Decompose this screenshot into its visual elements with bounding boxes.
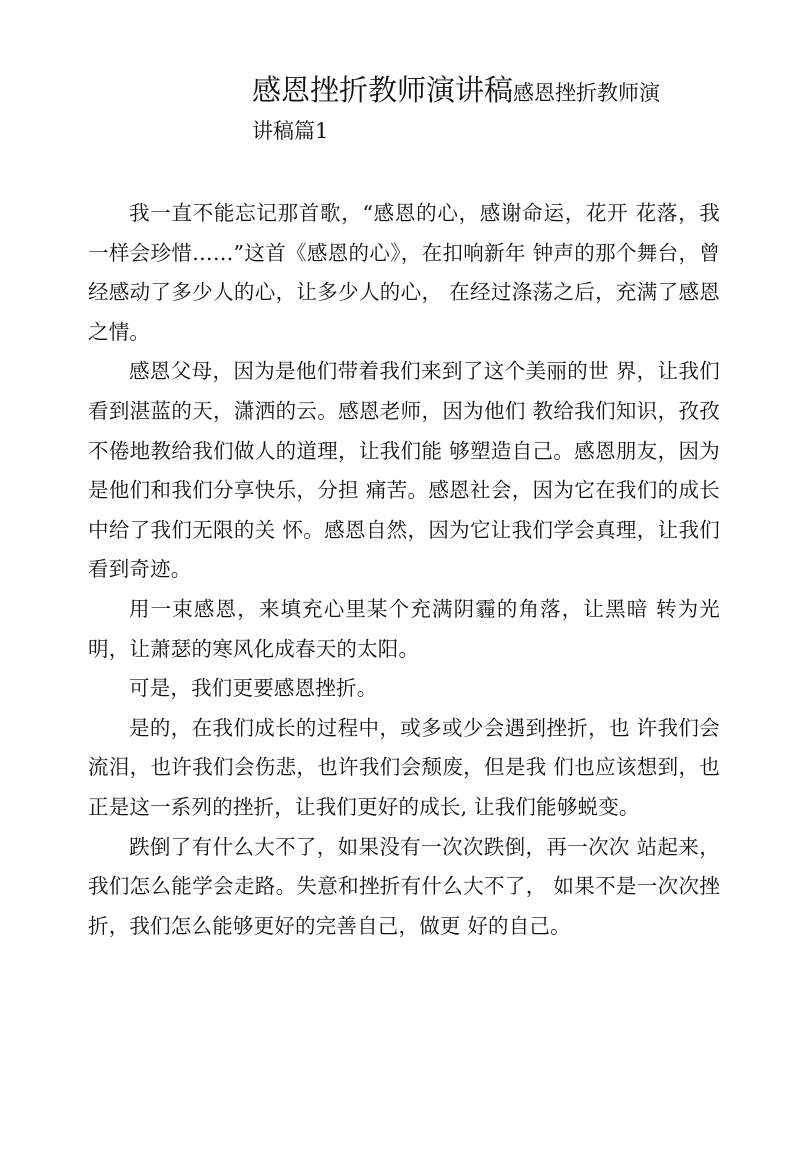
document-body	[88, 194, 720, 946]
title-sub-line1: 感恩挫折教师演	[513, 81, 661, 105]
paragraph: 感恩父母，因为是他们带着我们来到了这个美丽的世 界，让我们看到湛蓝的天，潇洒的云。感恩老师，因为他们 教给我们知识，孜孜不倦地教给我们做人的道理，让我们能 够塑造自己。感恩朋友，因为是他们和我们分享快乐，分担 痛苦。感恩社会，因为它在我们的成长中给了我们无限的关 怀。感恩自然，因为它让我们学会真理，让我们看到奇迹。	[88, 359, 720, 582]
paragraph: 用一束感恩，来填充心里某个充满阴霾的角落，让黑暗 转为光明，让萧瑟的寒风化成春天的太阳。	[88, 596, 720, 661]
paragraph: 是的，在我们成长的过程中，或多或少会遇到挫折，也 许我们会流泪，也许我们会伤悲，也许我们会颓废，但是我 们也应该想到，也正是这一系列的挫折，让我们更好的成长, 让我们能够蜕变。	[88, 715, 720, 819]
title-sub-line2: 讲稿篇1	[252, 119, 329, 143]
paragraph: 可是，我们更要感恩挫折。	[129, 676, 378, 701]
paragraph: 我一直不能忘记那首歌，“感恩的心，感谢命运，花开 花落，我一样会珍惜……”这首《感恩的心》，在扣响新年 钟声的那个舞台，曾经感动了多少人的心，让多少人的心， 在经过涤荡之后，充满了感恩之情。	[88, 201, 720, 344]
document-title	[252, 72, 722, 147]
title-main: 感恩挫折教师演讲稿	[252, 73, 514, 107]
paragraph: 跌倒了有什么大不了，如果没有一次次跌倒，再一次次 站起来，我们怎么能学会走路。失意和挫折有什么大不了， 如果不是一次次挫折，我们怎么能够更好的完善自己，做更 好的自己。	[88, 834, 720, 938]
